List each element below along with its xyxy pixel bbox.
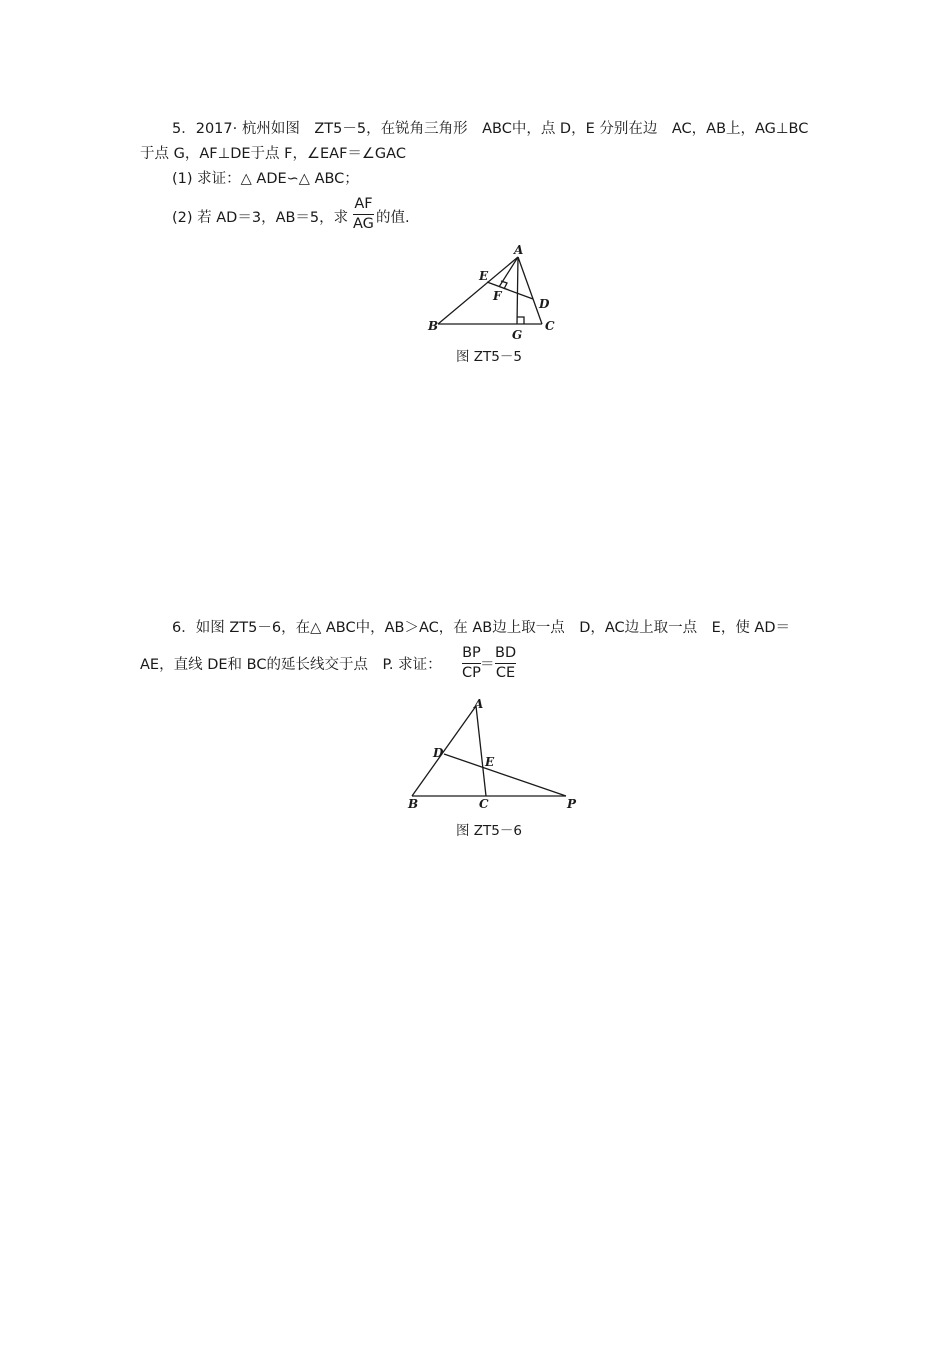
fraction-bar — [462, 663, 481, 664]
label-a: A — [474, 697, 484, 711]
problem6-line2: AE，直线 DE和 BC的延长线交于点 P. 求证： — [140, 657, 442, 673]
fraction-numerator: BD — [495, 645, 517, 661]
label-d: D — [433, 746, 444, 760]
segment-ac — [518, 257, 542, 324]
segment-ag — [517, 257, 518, 324]
label-g: G — [512, 328, 523, 342]
fraction-denominator: CE — [495, 665, 516, 681]
label-a: A — [514, 243, 524, 257]
problem6-figure-caption: 图 ZT5－6 — [456, 823, 522, 839]
right-angle-g — [517, 317, 524, 324]
label-b: B — [428, 319, 439, 333]
fraction-numerator: AF — [354, 196, 373, 212]
label-c: C — [545, 319, 555, 333]
problem5-part1: (1) 求证：△ ADE∽△ ABC； — [172, 171, 359, 187]
segment-ab — [438, 257, 518, 324]
segment-dp — [444, 754, 566, 796]
problem5-figure-caption: 图 ZT5－5 — [456, 349, 522, 365]
label-e: E — [485, 755, 495, 769]
problem6-fraction-bp-cp — [462, 645, 481, 682]
label-f: F — [493, 289, 502, 303]
problem5-fraction — [353, 196, 374, 233]
problem5-line2: 于点 G，AF⊥DE于点 F，∠EAF＝∠GAC — [140, 146, 406, 162]
segment-ab — [412, 706, 476, 796]
problem5-part2-suffix: 的值. — [376, 210, 410, 226]
label-d: D — [539, 297, 550, 311]
segment-ac — [476, 706, 486, 796]
fraction-denominator: CP — [462, 665, 481, 681]
segment-af — [499, 257, 518, 287]
label-p: P — [567, 797, 577, 811]
problem6-line1: 6．如图 ZT5－6，在△ ABC中，AB＞AC，在 AB边上取一点 D，AC边上取一点 E，使 AD＝ — [172, 620, 791, 636]
label-c: C — [479, 797, 489, 811]
fraction-bar — [495, 663, 516, 664]
problem6-fraction-bd-ce — [495, 645, 516, 682]
right-angle-f — [501, 281, 507, 289]
fraction-numerator: BP — [462, 645, 481, 661]
problem6-equals: ＝ — [480, 657, 495, 673]
label-b: B — [408, 797, 419, 811]
segment-ed — [487, 282, 533, 299]
fraction-bar — [353, 214, 374, 215]
problem5-line1: 5．2017· 杭州如图 ZT5－5，在锐角三角形 ABC中，点 D，E 分别在边 AC，AB上，AG⊥BC — [172, 121, 809, 137]
problem5-part2-prefix: (2) 若 AD＝3，AB＝5，求 — [172, 210, 349, 226]
fraction-denominator: AG — [353, 216, 374, 232]
label-e: E — [479, 269, 489, 283]
